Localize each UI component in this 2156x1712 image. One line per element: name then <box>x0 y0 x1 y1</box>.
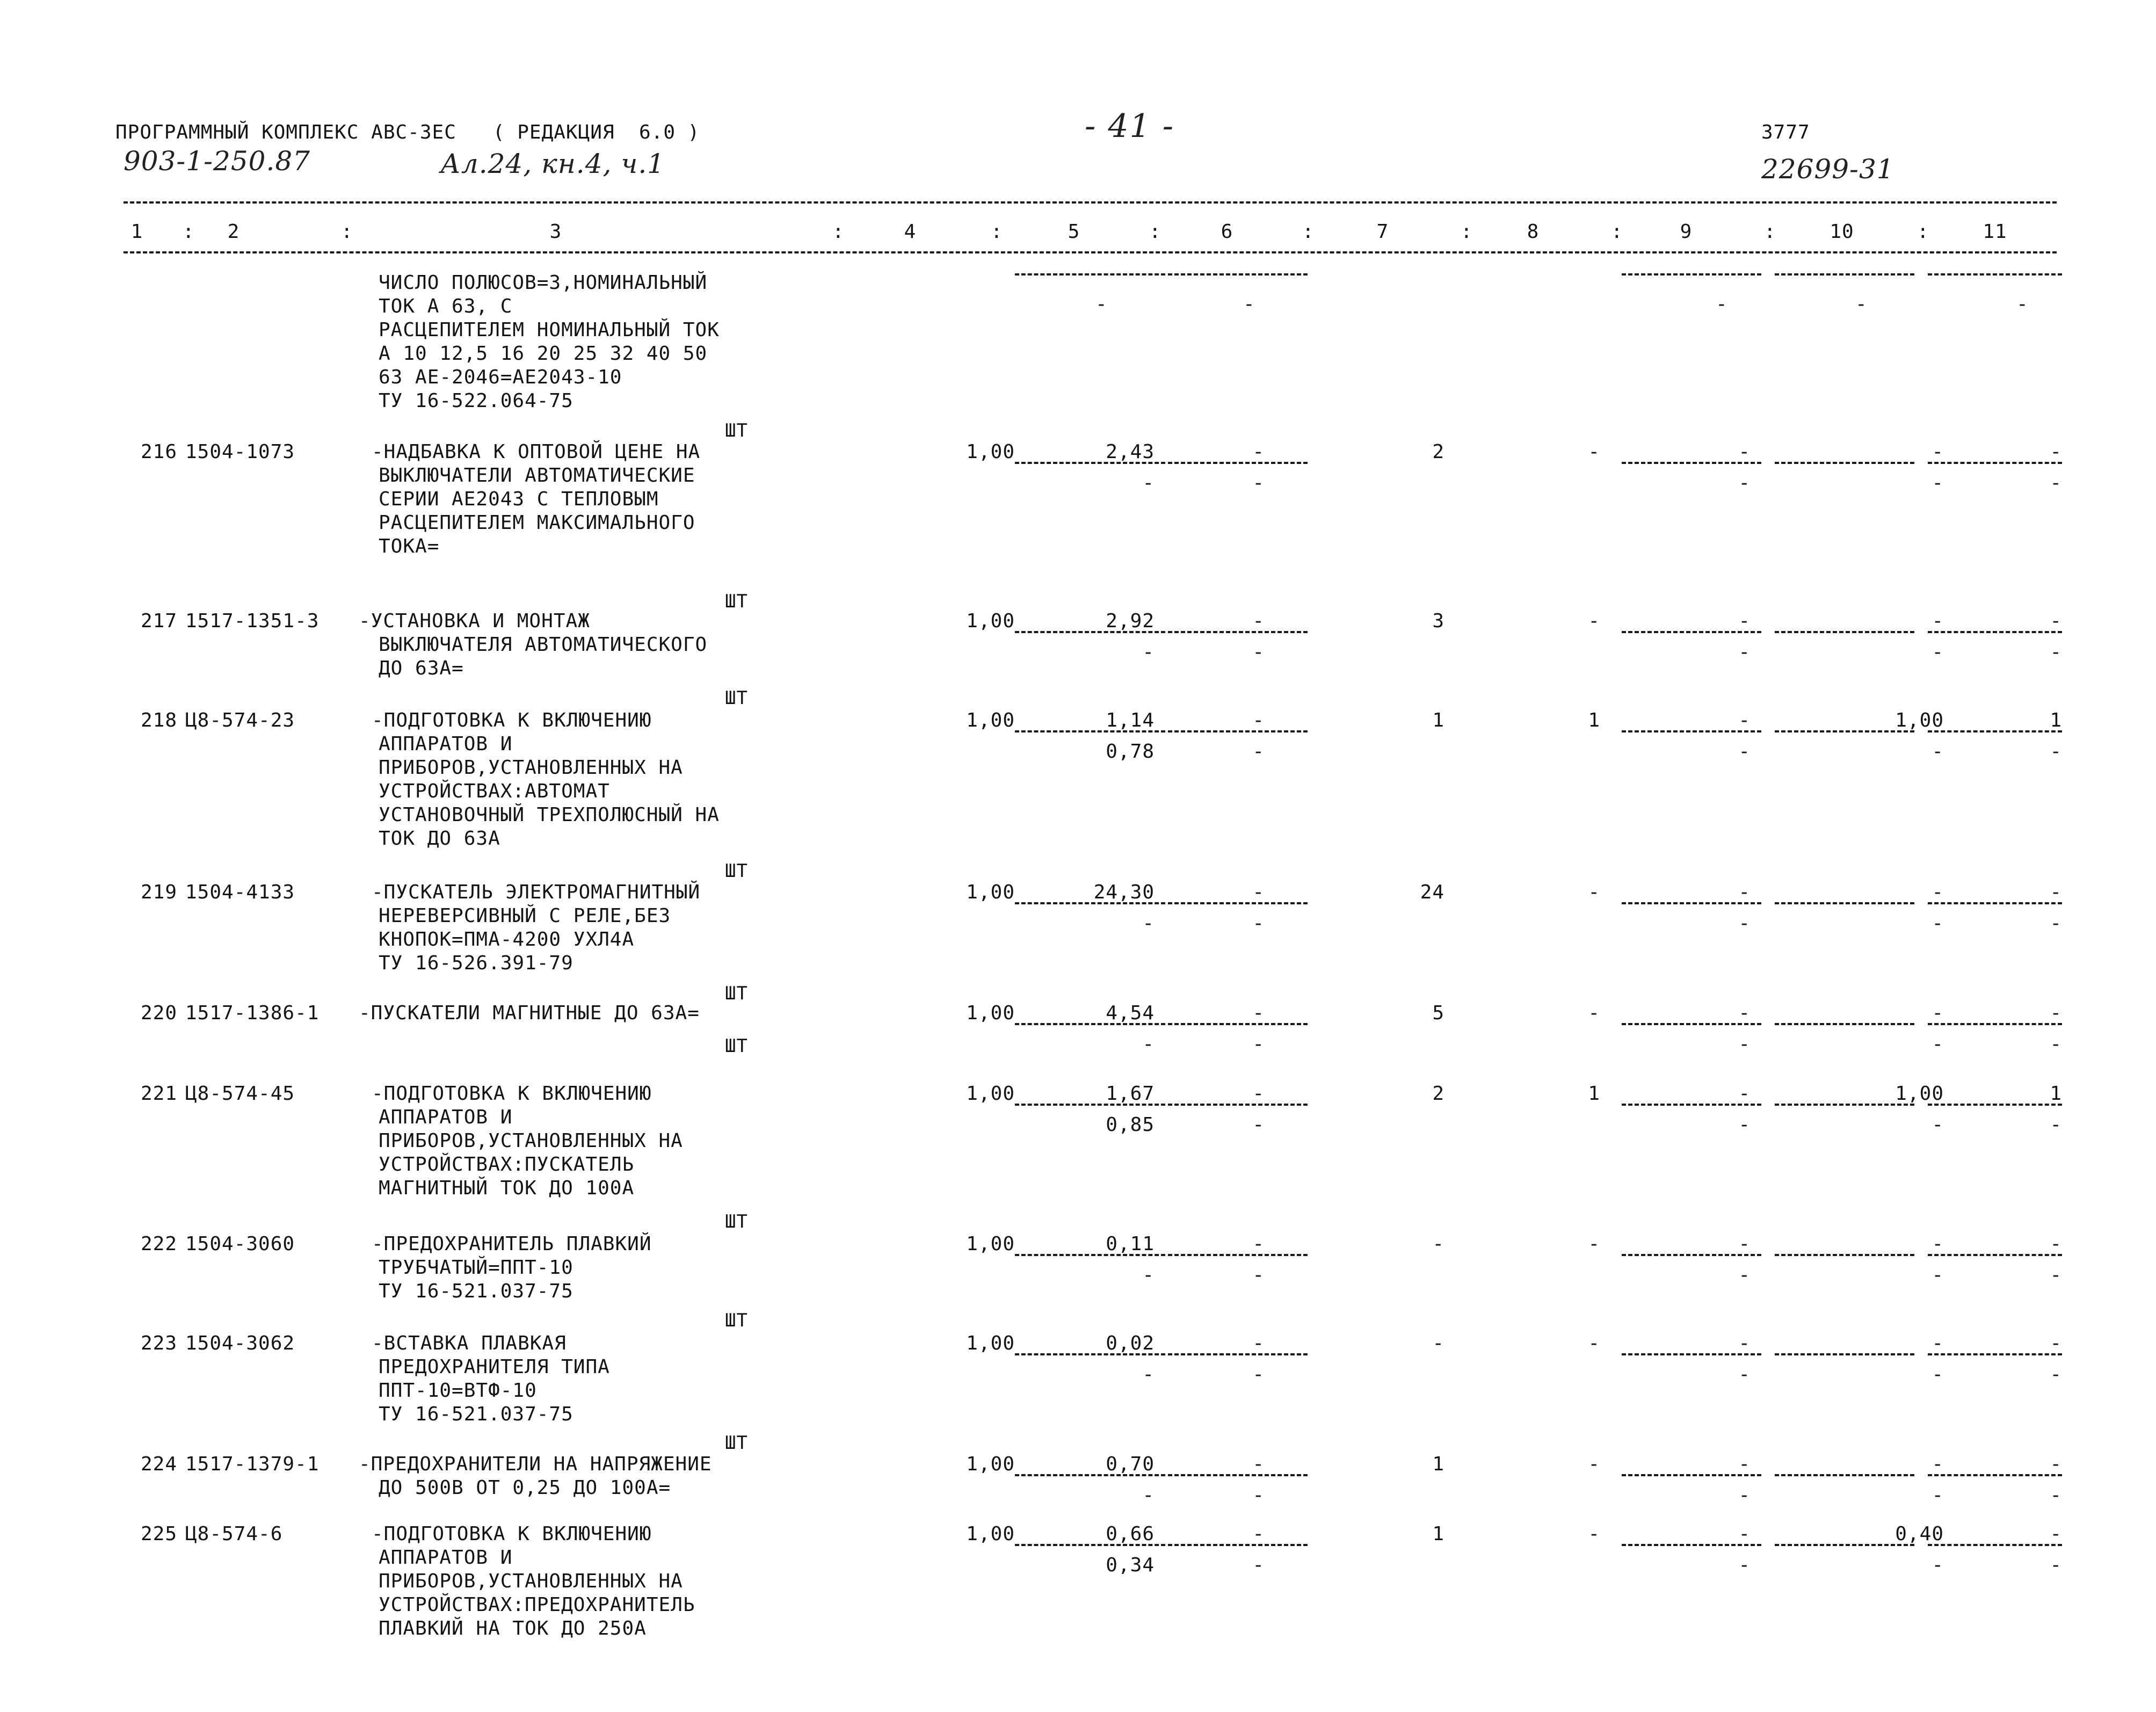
value-c9-lower: - <box>1738 912 1751 934</box>
item-code: 1517-1379-1 <box>185 1453 320 1475</box>
sub-rule <box>1622 902 1761 904</box>
value-c6-lower: - <box>1252 1264 1265 1286</box>
item-description: АППАРАТОВ И <box>379 1106 513 1128</box>
column-separator: : <box>991 221 1003 243</box>
row-number: 223 <box>141 1332 178 1354</box>
sub-rule <box>1775 1254 1914 1256</box>
value-c4: 1,00 <box>966 441 1015 463</box>
value-c6: - <box>1252 1083 1265 1105</box>
sub-rule <box>1622 1544 1761 1546</box>
item-description: ППТ-10=ВТФ-10 <box>379 1380 537 1402</box>
row-number: 220 <box>141 1002 178 1024</box>
value-c8: - <box>1588 1332 1600 1354</box>
value-c4: 1,00 <box>966 1002 1015 1024</box>
value-c11: - <box>2050 441 2062 463</box>
column-header-1: 1 <box>130 221 143 243</box>
sub-rule <box>1168 462 1308 464</box>
item-description: АППАРАТОВ И <box>379 1547 513 1569</box>
value-c5-lower: - <box>1142 1484 1155 1506</box>
value-c4: 1,00 <box>966 1332 1015 1354</box>
value-c6: - <box>1252 1523 1265 1545</box>
sub-rule <box>1168 1104 1308 1106</box>
item-description: -ПРЕДОХРАНИТЕЛЬ ПЛАВКИЙ <box>372 1233 652 1255</box>
value-c6: - <box>1252 1002 1265 1024</box>
value-c11-lower: - <box>2050 1363 2062 1385</box>
column-separator: : <box>1611 221 1623 243</box>
item-description: ПРИБОРОВ,УСТАНОВЛЕННЫХ НА <box>379 1570 683 1592</box>
value-c8: - <box>1588 1002 1600 1024</box>
value-c6-lower: - <box>1252 472 1265 494</box>
column-header-5: 5 <box>1068 221 1080 243</box>
unit-label: ШТ <box>725 1310 748 1331</box>
item-description: КНОПОК=ПМА-4200 УХЛ4А <box>379 928 635 951</box>
value-c5: 0,02 <box>1106 1332 1155 1354</box>
sub-rule <box>1015 631 1165 633</box>
column-separator: : <box>341 221 353 243</box>
sub-rule <box>1622 273 1761 275</box>
sub-rule <box>1168 1474 1308 1476</box>
value-c6: - <box>1252 441 1265 463</box>
sub-rule <box>1928 1474 2062 1476</box>
value-c9-lower: - <box>1738 1554 1751 1576</box>
sub-rule <box>1622 631 1761 633</box>
column-header-3: 3 <box>549 221 562 243</box>
item-description: ПРЕДОХРАНИТЕЛЯ ТИПА <box>379 1356 610 1378</box>
value-c9-lower: - <box>1738 1114 1751 1136</box>
sub-rule <box>1928 462 2062 464</box>
value-c5-lower: 0,34 <box>1106 1554 1155 1576</box>
value-c8: - <box>1588 1453 1600 1475</box>
value-c10: - <box>1932 881 1944 903</box>
value-c7: - <box>1432 1233 1444 1255</box>
continuation-line: ТОК А 63, С <box>379 295 513 317</box>
value-c9-lower: - <box>1716 293 1728 315</box>
sub-rule <box>1928 273 2062 275</box>
value-c10: - <box>1932 1002 1944 1024</box>
item-description: ПЛАВКИЙ НА ТОК ДО 250А <box>379 1617 647 1640</box>
item-description: -ПОДГОТОВКА К ВКЛЮЧЕНИЮ <box>372 1083 652 1105</box>
sub-rule <box>1015 1474 1165 1476</box>
sub-rule <box>1622 1254 1761 1256</box>
value-c11: - <box>2050 881 2062 903</box>
value-c10: - <box>1932 1453 1944 1475</box>
value-c9: - <box>1738 441 1751 463</box>
value-c11: - <box>2050 1523 2062 1545</box>
item-description: ТОК ДО 63А <box>379 828 500 850</box>
value-c11-lower: - <box>2050 1033 2062 1055</box>
value-c10-lower: - <box>1932 1033 1944 1055</box>
value-c9: - <box>1738 1523 1751 1545</box>
value-c10-lower: - <box>1932 641 1944 663</box>
value-c11: - <box>2050 1453 2062 1475</box>
value-c9: - <box>1738 881 1751 903</box>
sub-rule <box>1622 730 1761 732</box>
item-code: 1517-1386-1 <box>185 1002 320 1024</box>
value-c11-lower: - <box>2050 1484 2062 1506</box>
program-title: ПРОГРАММНЫЙ КОМПЛЕКС АВС-3ЕС ( РЕДАКЦИЯ 6.0 ) <box>115 121 700 143</box>
value-c7: - <box>1432 1332 1444 1354</box>
column-separator: : <box>832 221 845 243</box>
value-c5: 0,11 <box>1106 1233 1155 1255</box>
value-c9: - <box>1738 1233 1751 1255</box>
continuation-line: 63 АЕ-2046=АЕ2043-10 <box>379 366 622 388</box>
unit-label: ШТ <box>725 1035 748 1057</box>
unit-label: ШТ <box>725 591 748 612</box>
project-code: 903-1-250.87 <box>124 146 310 177</box>
value-c8: - <box>1588 441 1600 463</box>
value-c8: - <box>1588 610 1600 632</box>
value-c9: - <box>1738 1083 1751 1105</box>
item-description: ТУ 16-521.037-75 <box>379 1403 574 1425</box>
sub-rule <box>1928 730 2062 732</box>
value-c6: - <box>1252 1453 1265 1475</box>
item-description: РАСЦЕПИТЕЛЕМ МАКСИМАЛЬНОГО <box>379 512 695 534</box>
item-code: 1504-3062 <box>185 1332 295 1354</box>
sub-rule <box>1622 1353 1761 1355</box>
value-c6-lower: - <box>1243 293 1255 315</box>
value-c6-lower: - <box>1252 641 1265 663</box>
value-c7: 5 <box>1432 1002 1444 1024</box>
sub-rule <box>1622 462 1761 464</box>
sub-rule <box>1928 1023 2062 1025</box>
item-description: -ВСТАВКА ПЛАВКАЯ <box>372 1332 567 1354</box>
sub-rule <box>1622 1023 1761 1025</box>
row-number: 225 <box>141 1523 178 1545</box>
row-number: 224 <box>141 1453 178 1475</box>
item-description: ТУ 16-521.037-75 <box>379 1280 574 1302</box>
item-code: 1517-1351-3 <box>185 610 320 632</box>
sub-rule <box>1928 631 2062 633</box>
value-c6: - <box>1252 1233 1265 1255</box>
column-header-10: 10 <box>1830 221 1854 243</box>
column-header-2: 2 <box>227 221 240 243</box>
value-c8: 1 <box>1588 709 1600 731</box>
value-c11-lower: - <box>2050 741 2062 763</box>
value-c8: - <box>1588 1233 1600 1255</box>
sub-rule <box>1775 1104 1914 1106</box>
value-c7: 24 <box>1420 881 1444 903</box>
column-separator: : <box>183 221 195 243</box>
value-c11: - <box>2050 610 2062 632</box>
value-c6-lower: - <box>1252 741 1265 763</box>
value-c8: 1 <box>1588 1083 1600 1105</box>
value-c5-lower: - <box>1142 1033 1155 1055</box>
row-number: 221 <box>141 1083 178 1105</box>
value-c7: 1 <box>1432 1523 1444 1545</box>
value-c10-lower: - <box>1932 741 1944 763</box>
continuation-line: РАСЦЕПИТЕЛЕМ НОМИНАЛЬНЫЙ ТОК <box>379 319 720 341</box>
item-code: 1504-1073 <box>185 441 295 463</box>
item-description: ПРИБОРОВ,УСТАНОВЛЕННЫХ НА <box>379 1130 683 1152</box>
value-c5: 0,70 <box>1106 1453 1155 1475</box>
value-c5-lower: - <box>1095 293 1108 315</box>
item-description: МАГНИТНЫЙ ТОК ДО 100А <box>379 1177 635 1199</box>
row-number: 216 <box>141 441 178 463</box>
item-description: -НАДБАВКА К ОПТОВОЙ ЦЕНЕ НА <box>372 441 701 463</box>
value-c10: 0,40 <box>1895 1523 1944 1545</box>
column-separator: : <box>1764 221 1776 243</box>
header-bottom-rule <box>124 251 2057 253</box>
value-c11-lower: - <box>2050 1114 2062 1136</box>
value-c9-lower: - <box>1738 1363 1751 1385</box>
sub-rule <box>1928 1353 2062 1355</box>
value-c11: - <box>2050 1233 2062 1255</box>
unit-label: ШТ <box>725 1432 748 1454</box>
sub-rule <box>1775 730 1914 732</box>
column-separator: : <box>1302 221 1315 243</box>
value-c5-lower: - <box>1142 641 1155 663</box>
sub-rule <box>1928 1104 2062 1106</box>
value-c4: 1,00 <box>966 1523 1015 1545</box>
value-c9: - <box>1738 610 1751 632</box>
value-c9: - <box>1738 1453 1751 1475</box>
sub-rule <box>1168 1353 1308 1355</box>
value-c4: 1,00 <box>966 709 1015 731</box>
sub-rule <box>1168 1254 1308 1256</box>
item-description: -ПРЕДОХРАНИТЕЛИ НА НАПРЯЖЕНИЕ <box>359 1453 712 1475</box>
sub-rule <box>1622 1104 1761 1106</box>
value-c5-lower: - <box>1142 1363 1155 1385</box>
item-description: СЕРИИ АЕ2043 С ТЕПЛОВЫМ <box>379 488 659 510</box>
row-number: 217 <box>141 610 178 632</box>
value-c6: - <box>1252 610 1265 632</box>
sub-rule <box>1015 1353 1165 1355</box>
continuation-line: ЧИСЛО ПОЛЮСОВ=3,НОМИНАЛЬНЫЙ <box>379 272 708 294</box>
value-c7: 1 <box>1432 709 1444 731</box>
column-header-9: 9 <box>1680 221 1693 243</box>
item-description: ТОКА= <box>379 535 440 557</box>
item-code: 1504-3060 <box>185 1233 295 1255</box>
item-description: ДО 63А= <box>379 657 464 679</box>
sub-rule <box>1928 1254 2062 1256</box>
value-c5-lower: - <box>1142 912 1155 934</box>
item-code: Ц8-574-23 <box>185 709 295 731</box>
value-c10: - <box>1932 1332 1944 1354</box>
value-c7: 2 <box>1432 1083 1444 1105</box>
sub-rule <box>1168 730 1308 732</box>
doc-code: 3777 <box>1761 121 1810 143</box>
header-top-rule <box>124 201 2057 204</box>
sub-rule <box>1928 1544 2062 1546</box>
value-c11: - <box>2050 1002 2062 1024</box>
sub-rule <box>1015 730 1165 732</box>
album-ref: Ал.24, кн.4, ч.1 <box>440 148 665 179</box>
value-c8: - <box>1588 881 1600 903</box>
unit-label: ШТ <box>725 420 748 441</box>
value-c9-lower: - <box>1738 1033 1751 1055</box>
value-c11-lower: - <box>2050 1554 2062 1576</box>
sub-rule <box>1015 1104 1165 1106</box>
value-c5-lower: 0,78 <box>1106 741 1155 763</box>
value-c10-lower: - <box>1932 1264 1944 1286</box>
value-c6: - <box>1252 709 1265 731</box>
sub-rule <box>1928 902 2062 904</box>
value-c10-lower: - <box>1932 1554 1944 1576</box>
unit-label: ШТ <box>725 1211 748 1232</box>
sub-rule <box>1015 273 1165 275</box>
sheet-code: 22699-31 <box>1761 154 1894 185</box>
value-c10: - <box>1932 441 1944 463</box>
sub-rule <box>1622 1474 1761 1476</box>
item-description: -ПУСКАТЕЛИ МАГНИТНЫЕ ДО 63А= <box>359 1002 700 1024</box>
value-c9-lower: - <box>1738 1484 1751 1506</box>
sub-rule <box>1015 462 1165 464</box>
value-c10-lower: - <box>1932 1363 1944 1385</box>
item-description: УСТРОЙСТВАХ:ПУСКАТЕЛЬ <box>379 1154 635 1176</box>
item-description: -ПОДГОТОВКА К ВКЛЮЧЕНИЮ <box>372 709 652 731</box>
value-c10: 1,00 <box>1895 709 1944 731</box>
value-c11-lower: - <box>2050 641 2062 663</box>
value-c11-lower: - <box>2050 912 2062 934</box>
sub-rule <box>1015 902 1165 904</box>
continuation-line: ТУ 16-522.064-75 <box>379 390 574 412</box>
value-c9: - <box>1738 1002 1751 1024</box>
column-header-6: 6 <box>1221 221 1233 243</box>
item-description: -ПУСКАТЕЛЬ ЭЛЕКТРОМАГНИТНЫЙ <box>372 881 701 903</box>
sub-rule <box>1168 1544 1308 1546</box>
sub-rule <box>1775 631 1914 633</box>
value-c4: 1,00 <box>966 1083 1015 1105</box>
value-c5-lower: 0,85 <box>1106 1114 1155 1136</box>
unit-label: ШТ <box>725 687 748 709</box>
value-c9-lower: - <box>1738 741 1751 763</box>
value-c5: 1,14 <box>1106 709 1155 731</box>
page-number: - 41 - <box>1085 107 1175 145</box>
value-c6-lower: - <box>1252 1033 1265 1055</box>
value-c10-lower: - <box>1932 912 1944 934</box>
unit-label: ШТ <box>725 983 748 1004</box>
value-c11: 1 <box>2050 709 2062 731</box>
value-c5: 1,67 <box>1106 1083 1155 1105</box>
sub-rule <box>1775 902 1914 904</box>
sub-rule <box>1015 1254 1165 1256</box>
value-c10-lower: - <box>1855 293 1868 315</box>
value-c4: 1,00 <box>966 1453 1015 1475</box>
value-c6-lower: - <box>1252 1114 1265 1136</box>
value-c10-lower: - <box>1932 472 1944 494</box>
row-number: 222 <box>141 1233 178 1255</box>
continuation-line: А 10 12,5 16 20 25 32 40 50 <box>379 343 708 365</box>
value-c4: 1,00 <box>966 610 1015 632</box>
item-description: УСТРОЙСТВАХ:АВТОМАТ <box>379 780 610 802</box>
item-description: -ПОДГОТОВКА К ВКЛЮЧЕНИЮ <box>372 1523 652 1545</box>
item-description: ТРУБЧАТЫЙ=ППТ-10 <box>379 1257 574 1279</box>
sub-rule <box>1775 1544 1914 1546</box>
sub-rule <box>1775 1023 1914 1025</box>
value-c4: 1,00 <box>966 1233 1015 1255</box>
value-c4: 1,00 <box>966 881 1015 903</box>
value-c7: 2 <box>1432 441 1444 463</box>
unit-label: ШТ <box>725 860 748 882</box>
item-description: УСТРОЙСТВАХ:ПРЕДОХРАНИТЕЛЬ <box>379 1594 695 1616</box>
value-c5-lower: - <box>1142 472 1155 494</box>
value-c9-lower: - <box>1738 641 1751 663</box>
value-c9: - <box>1738 709 1751 731</box>
column-header-11: 11 <box>1983 221 2007 243</box>
item-description: ТУ 16-526.391-79 <box>379 952 574 974</box>
column-separator: : <box>1917 221 1929 243</box>
value-c6: - <box>1252 1332 1265 1354</box>
value-c5: 2,43 <box>1106 441 1155 463</box>
value-c7: 1 <box>1432 1453 1444 1475</box>
column-separator: : <box>1461 221 1473 243</box>
value-c10: - <box>1932 610 1944 632</box>
sub-rule <box>1168 631 1308 633</box>
sub-rule <box>1168 1023 1308 1025</box>
value-c6-lower: - <box>1252 1363 1265 1385</box>
sub-rule <box>1775 462 1914 464</box>
value-c10: 1,00 <box>1895 1083 1944 1105</box>
value-c5: 0,66 <box>1106 1523 1155 1545</box>
value-c11: 1 <box>2050 1083 2062 1105</box>
item-code: Ц8-574-45 <box>185 1083 295 1105</box>
value-c9-lower: - <box>1738 472 1751 494</box>
row-number: 219 <box>141 881 178 903</box>
value-c5-lower: - <box>1142 1264 1155 1286</box>
sub-rule <box>1775 1474 1914 1476</box>
sub-rule <box>1168 273 1308 275</box>
value-c10-lower: - <box>1932 1484 1944 1506</box>
value-c7: 3 <box>1432 610 1444 632</box>
value-c11-lower: - <box>2050 472 2062 494</box>
column-header-8: 8 <box>1527 221 1540 243</box>
value-c10: - <box>1932 1233 1944 1255</box>
item-description: ДО 500В ОТ 0,25 ДО 100А= <box>379 1477 671 1499</box>
column-header-7: 7 <box>1376 221 1389 243</box>
value-c9-lower: - <box>1738 1264 1751 1286</box>
value-c11-lower: - <box>2050 1264 2062 1286</box>
item-description: ВЫКЛЮЧАТЕЛИ АВТОМАТИЧЕСКИЕ <box>379 465 695 487</box>
column-separator: : <box>1149 221 1162 243</box>
value-c10-lower: - <box>1932 1114 1944 1136</box>
item-code: 1504-4133 <box>185 881 295 903</box>
value-c6-lower: - <box>1252 1484 1265 1506</box>
item-description: АППАРАТОВ И <box>379 733 513 755</box>
item-description: УСТАНОВОЧНЫЙ ТРЕХПОЛЮСНЫЙ НА <box>379 804 720 826</box>
column-header-4: 4 <box>904 221 917 243</box>
value-c5: 24,30 <box>1093 881 1155 903</box>
sub-rule <box>1168 902 1308 904</box>
value-c11-lower: - <box>2016 293 2029 315</box>
value-c6: - <box>1252 881 1265 903</box>
sub-rule <box>1775 273 1914 275</box>
value-c11: - <box>2050 1332 2062 1354</box>
sub-rule <box>1015 1544 1165 1546</box>
value-c6-lower: - <box>1252 1554 1265 1576</box>
sub-rule <box>1775 1353 1914 1355</box>
value-c5: 2,92 <box>1106 610 1155 632</box>
item-description: ВЫКЛЮЧАТЕЛЯ АВТОМАТИЧЕСКОГО <box>379 634 708 656</box>
item-description: НЕРЕВЕРСИВНЫЙ С РЕЛЕ,БЕЗ <box>379 905 671 927</box>
item-description: ПРИБОРОВ,УСТАНОВЛЕННЫХ НА <box>379 757 683 779</box>
item-code: Ц8-574-6 <box>185 1523 283 1545</box>
value-c6-lower: - <box>1252 912 1265 934</box>
sub-rule <box>1015 1023 1165 1025</box>
row-number: 218 <box>141 709 178 731</box>
value-c8: - <box>1588 1523 1600 1545</box>
value-c5: 4,54 <box>1106 1002 1155 1024</box>
value-c9: - <box>1738 1332 1751 1354</box>
item-description: -УСТАНОВКА И МОНТАЖ <box>359 610 590 632</box>
